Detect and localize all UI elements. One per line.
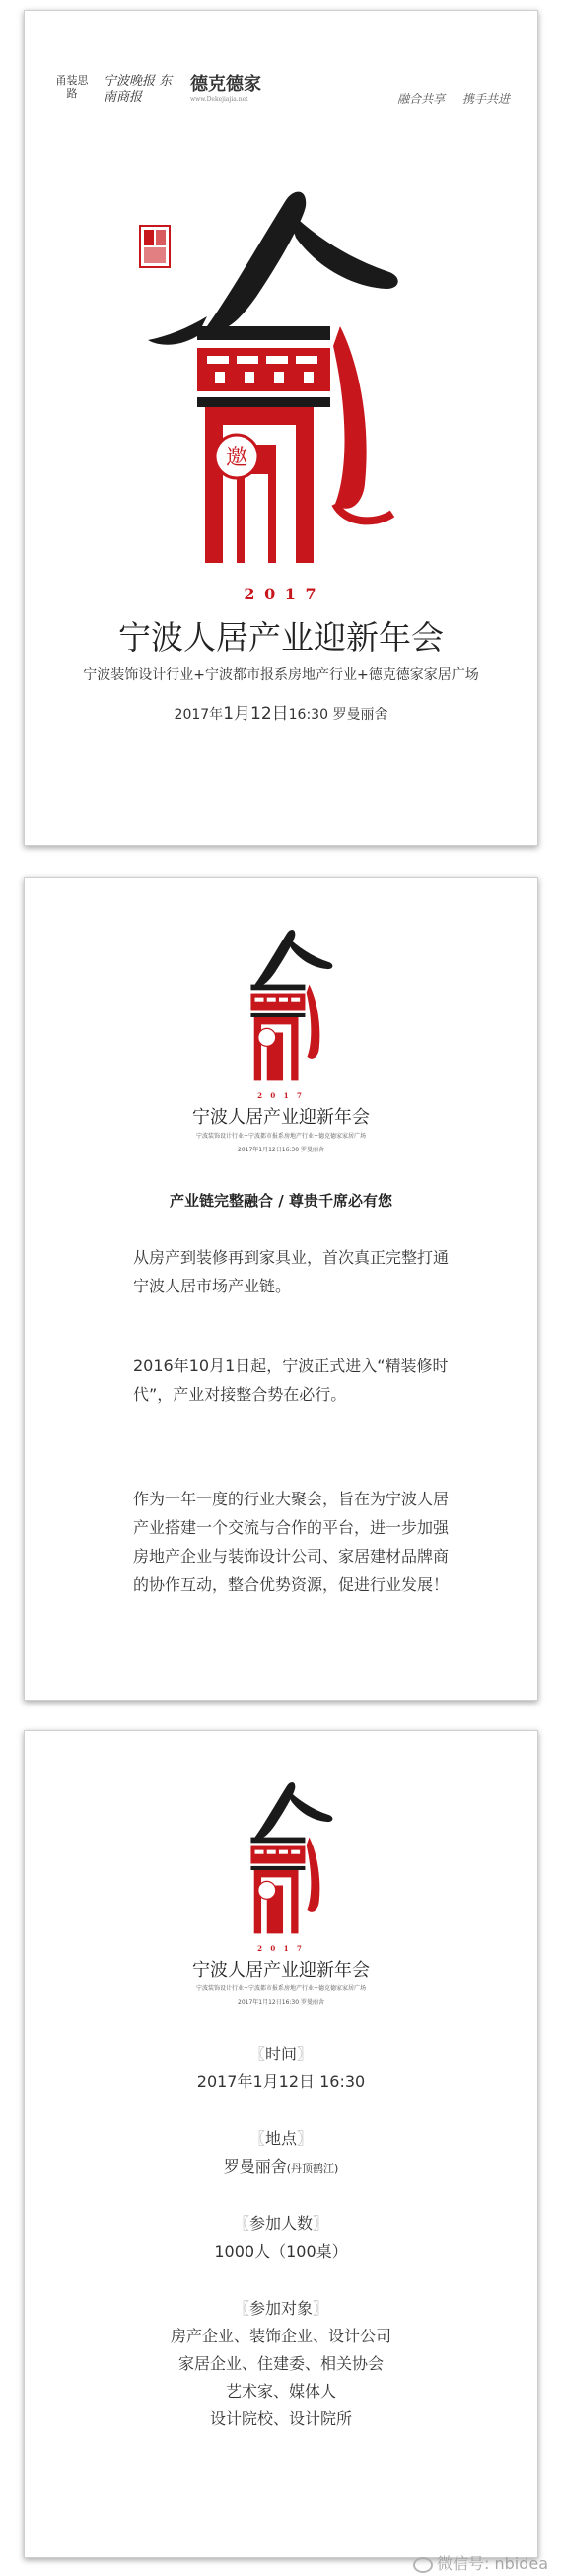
attendees-label: 〖参加人数〗 xyxy=(233,2214,329,2233)
event-dateline xyxy=(25,1997,537,2006)
poster-card-intro xyxy=(24,877,538,1701)
date-main: 1月12日 xyxy=(223,704,289,724)
event-title: 宁波人居产业迎新年会 xyxy=(192,1107,370,1128)
slogan-part-1: 融合共享 xyxy=(397,92,446,105)
date-main: 1月12日 xyxy=(258,1999,282,2006)
sponsor-logo-3-name: 德克德家 xyxy=(190,74,261,95)
wechat-icon xyxy=(413,2557,433,2573)
time-label: 〖时间〗 xyxy=(248,2045,314,2063)
sponsor-logo-3 xyxy=(190,74,269,104)
date-time: 16:30 xyxy=(281,1147,300,1153)
date-time: 16:30 xyxy=(281,1999,300,2006)
slogan-part-2: 携手共进 xyxy=(461,92,510,105)
event-year: 2 0 1 7 xyxy=(244,585,318,603)
event-title: 宁波人居产业迎新年会 xyxy=(118,618,444,657)
time-section xyxy=(25,2041,537,2096)
place-label: 〖地点〗 xyxy=(248,2129,314,2148)
invite-circle-seal xyxy=(215,435,258,478)
event-year: 2 0 1 7 xyxy=(257,1944,305,1953)
date-main: 1月12日 xyxy=(258,1147,282,1153)
watermark-text: 微信号: nbidea xyxy=(436,2554,548,2573)
event-dateline xyxy=(25,699,537,724)
date-prefix: 2017年 xyxy=(238,1999,259,2006)
svg-text:邀: 邀 xyxy=(225,446,248,470)
event-subtitle: 宁波装饰设计行业+宁波都市报系房地产行业+德克德家家居广场 xyxy=(195,1985,367,1992)
date-prefix: 2017年 xyxy=(174,707,224,723)
renju-calligraphy-logo-small xyxy=(227,923,335,1090)
event-subtitle: 宁波装饰设计行业+宁波都市报系房地产行业+德克德家家居广场 xyxy=(83,667,479,683)
attendees-section xyxy=(25,2210,537,2265)
wechat-watermark xyxy=(413,2551,548,2574)
red-seal-stamp xyxy=(140,226,170,267)
intro-paragraph-2: 2016年10月1日起，宁波正式进入“精装修时代”，产业对接整合势在必行。 xyxy=(133,1357,449,1404)
place-value: 罗曼丽舍(丹顶鹤江) xyxy=(223,2157,339,2176)
event-title: 宁波人居产业迎新年会 xyxy=(192,1960,370,1981)
audience-line: 艺术家、媒体人 xyxy=(225,2382,336,2401)
audience-label: 〖参加对象〗 xyxy=(233,2299,329,2318)
intro-heading: 产业链完整融合 / 尊贵千席必有您 xyxy=(170,1192,392,1210)
date-time: 16:30 xyxy=(288,707,328,723)
attendees-value: 1000人（100桌） xyxy=(214,2242,348,2261)
place-note: (丹顶鹤江) xyxy=(286,2162,339,2175)
sponsor-logo-3-url: www.Dekejiajia.net xyxy=(190,96,248,103)
sponsor-logo-2: 宁波晚报 东南商报 xyxy=(104,74,173,104)
date-prefix: 2017年 xyxy=(238,1147,259,1153)
audience-line: 家居企业、住建委、相关协会 xyxy=(177,2354,384,2373)
event-year: 2 0 1 7 xyxy=(257,1091,305,1100)
venue: 罗曼丽舍 xyxy=(300,1999,324,2006)
sponsor-header xyxy=(52,74,510,123)
audience-line: 设计院校、设计院所 xyxy=(209,2409,352,2428)
poster-card-cover xyxy=(24,10,538,846)
renju-calligraphy-logo xyxy=(138,178,404,583)
event-dateline xyxy=(25,1145,537,1153)
place-section xyxy=(25,2125,537,2183)
audience-line: 房产企业、装饰企业、设计公司 xyxy=(170,2327,391,2345)
renju-calligraphy-logo-small xyxy=(227,1775,335,1943)
time-value: 2017年1月12日 16:30 xyxy=(196,2072,366,2091)
intro-paragraph-1: 从房产到装修再到家具业，首次真正完整打通宁波人居市场产业链。 xyxy=(133,1248,450,1295)
poster-card-details xyxy=(24,1730,538,2558)
venue: 罗曼丽舍 xyxy=(300,1147,324,1153)
intro-paragraph-3: 作为一年一度的行业大聚会，旨在为宁波人居产业搭建一个交流与合作的平台，进一步加强房地产企业与装饰设计公司、家居建材品牌商的协作互动，整合优势资源，促进行业发展！ xyxy=(133,1490,450,1594)
audience-section xyxy=(25,2295,537,2433)
sponsor-logo-1: 甬装思路 xyxy=(55,74,89,100)
venue: 罗曼丽舍 xyxy=(332,707,388,723)
event-subtitle: 宁波装饰设计行业+宁波都市报系房地产行业+德克德家家居广场 xyxy=(195,1133,367,1140)
slogan xyxy=(384,90,510,106)
